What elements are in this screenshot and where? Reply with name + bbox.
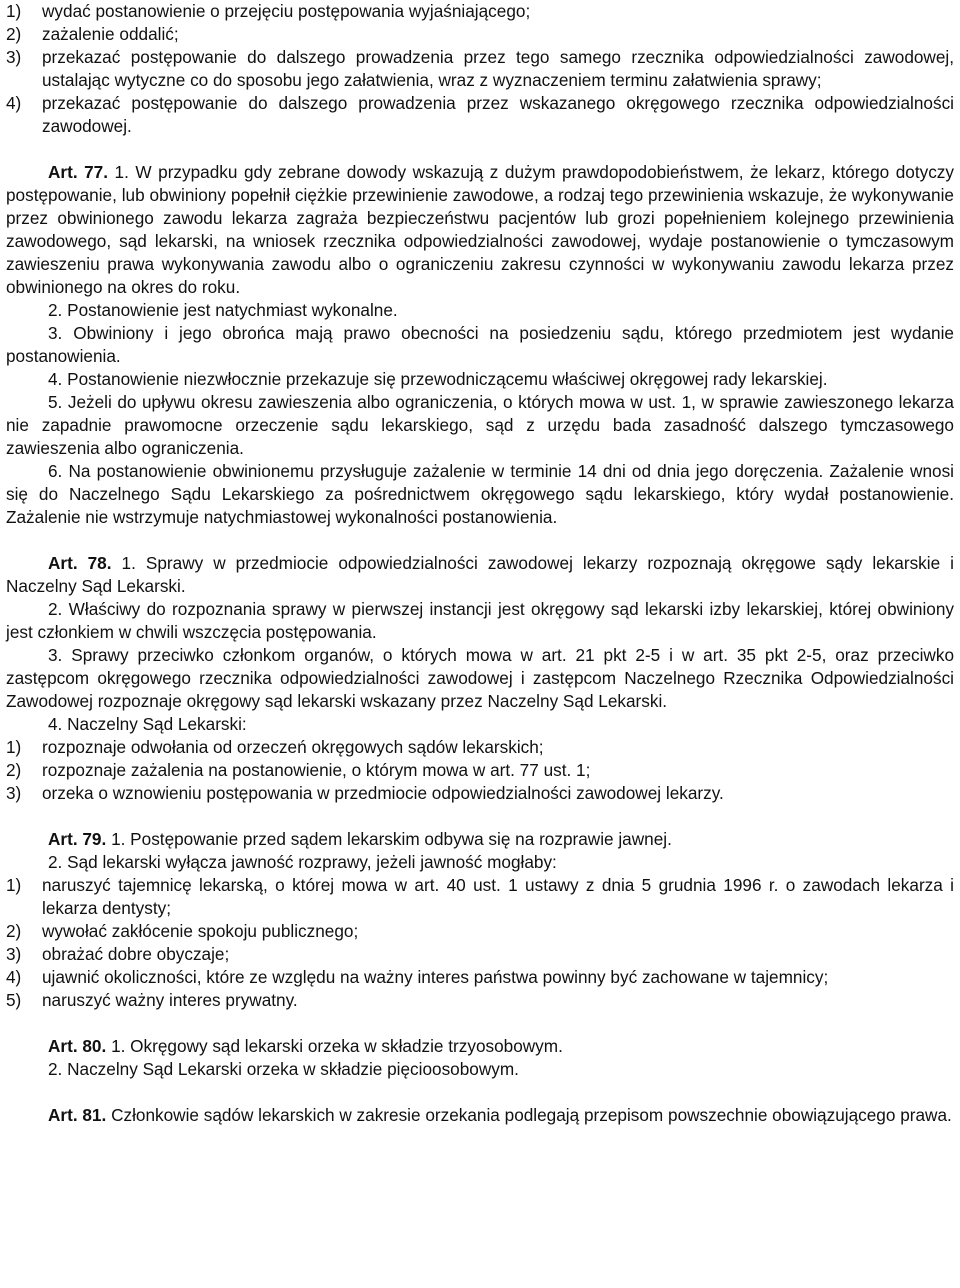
list-item: [6, 782, 954, 805]
list-item: [6, 736, 954, 759]
list-item: [6, 943, 954, 966]
article-label: Art. 80.: [48, 1036, 107, 1056]
list-item: [6, 23, 954, 46]
list-item-number: 1): [6, 1, 22, 21]
list-item: [6, 759, 954, 782]
list-item: [6, 966, 954, 989]
list-item-number: 3): [6, 47, 22, 67]
article-label: Art. 78.: [48, 553, 112, 573]
list-item-text: naruszyć ważny interes prywatny.: [42, 990, 298, 1010]
list-item-number: 4): [6, 967, 22, 987]
art-78-paragraph-3: 3. Sprawy przeciwko członkom organów, o których mowa w art. 21 pkt 2-5 i w art. 35 pkt 2-5, oraz przeciwko zastępcom okręgowego rzecznika odpowiedzialności zawodowej i zastępcom Naczelnego Rzecznika Odpowiedzialności Zawodowej rozpoznaje okręgowy sąd lekarski wskazany przez Naczelny Sąd Lekarski.: [6, 645, 954, 711]
art-77-paragraph-6: 6. Na postanowienie obwinionemu przysługuje zażalenie w terminie 14 dni od dnia jego doręczenia. Zażalenie wnosi się do Naczelnego Sądu Lekarskiego za pośrednictwem okręgowego sądu lekarskiego, który wydał postanowienie. Zażalenie nie wstrzymuje natychmiastowej wykonalności postanowienia.: [6, 461, 954, 527]
list-item-number: 5): [6, 990, 22, 1010]
art-81-paragraph-1: [6, 1104, 954, 1127]
list-item-number: 1): [6, 737, 22, 757]
list-item-text: wydać postanowienie o przejęciu postępowania wyjaśniającego;: [42, 1, 531, 21]
art-79-paragraph-2: 2. Sąd lekarski wyłącza jawność rozprawy, jeżeli jawność mogłaby:: [48, 852, 557, 872]
list-item-number: 3): [6, 783, 22, 803]
list-item-text: rozpoznaje odwołania od orzeczeń okręgowych sądów lekarskich;: [42, 737, 544, 757]
list-item: [6, 92, 954, 138]
list-item: [6, 46, 954, 92]
art-77-paragraph-2: 2. Postanowienie jest natychmiast wykonalne.: [48, 300, 398, 320]
list-item-number: 4): [6, 93, 22, 113]
paragraph-text: 1. Postępowanie przed sądem lekarskim odbywa się na rozprawie jawnej.: [111, 829, 672, 849]
art-80-paragraph-1: [6, 1035, 954, 1058]
art-78-paragraph-2: 2. Właściwy do rozpoznania sprawy w pierwszej instancji jest okręgowy sąd lekarski izby lekarskiej, której obwiniony jest członkiem w chwili wszczęcia postępowania.: [6, 599, 954, 642]
art-78-paragraph-4: 4. Naczelny Sąd Lekarski:: [48, 714, 247, 734]
list-item-text: wywołać zakłócenie spokoju publicznego;: [42, 921, 359, 941]
list-item: [6, 0, 954, 23]
paragraph-text: 1. Sprawy w przedmiocie odpowiedzialności zawodowej lekarzy rozpoznają okręgowe sądy lekarskie i Naczelny Sąd Lekarski.: [6, 553, 954, 596]
paragraph-text: 1. Okręgowy sąd lekarski orzeka w składzie trzyosobowym.: [111, 1036, 563, 1056]
art-78-paragraph-1: [6, 552, 954, 598]
paragraph-text: Członkowie sądów lekarskich w zakresie orzekania podlegają przepisom powszechnie obowiązującego prawa.: [111, 1105, 952, 1125]
art-77-paragraph-4: 4. Postanowienie niezwłocznie przekazuje się przewodniczącemu właściwej okręgowej rady lekarskiej.: [48, 369, 828, 389]
art-80-paragraph-2: 2. Naczelny Sąd Lekarski orzeka w składzie pięcioosobowym.: [48, 1059, 519, 1079]
list-item-number: 2): [6, 760, 22, 780]
art-77-paragraph-1: [6, 161, 954, 299]
list-item-number: 3): [6, 944, 22, 964]
list-item-text: ujawnić okoliczności, które ze względu na ważny interes państwa powinny być zachowane w tajemnicy;: [42, 967, 829, 987]
art-77-paragraph-5: 5. Jeżeli do upływu okresu zawieszenia albo ograniczenia, o których mowa w ust. 1, w sprawie zawieszonego lekarza nie zapadnie prawomocne orzeczenie sądu lekarskiego, sąd z urzędu bada zasadność dalszego tymczasowego zawieszenia albo ograniczenia.: [6, 392, 954, 458]
article-label: Art. 81.: [48, 1105, 107, 1125]
list-item-number: 1): [6, 875, 22, 895]
list-item-text: zażalenie oddalić;: [42, 24, 179, 44]
list-item-text: przekazać postępowanie do dalszego prowadzenia przez wskazanego okręgowego rzecznika odpowiedzialności zawodowej.: [42, 93, 954, 136]
list-item-text: rozpoznaje zażalenia na postanowienie, o którym mowa w art. 77 ust. 1;: [42, 760, 591, 780]
article-label: Art. 77.: [48, 162, 109, 182]
list-item-text: orzeka o wznowieniu postępowania w przedmiocie odpowiedzialności zawodowej lekarzy.: [42, 783, 724, 803]
list-item: [6, 920, 954, 943]
list-item: [6, 989, 954, 1012]
article-label: Art. 79.: [48, 829, 107, 849]
list-item-text: przekazać postępowanie do dalszego prowadzenia przez tego samego rzecznika odpowiedzialności zawodowej, ustalając wytyczne co do sposobu jego załatwienia, wraz z wyznaczeniem terminu załatwienia sprawy;: [42, 47, 954, 90]
list-item-text: naruszyć tajemnicę lekarską, o której mowa w art. 40 ust. 1 ustawy z dnia 5 grudnia 1996 r. o zawodach lekarza i lekarza dentysty;: [42, 875, 954, 918]
art-79-paragraph-1: [6, 828, 954, 851]
list-item-number: 2): [6, 24, 22, 44]
list-item-text: obrażać dobre obyczaje;: [42, 944, 230, 964]
list-item-number: 2): [6, 921, 22, 941]
art-77-paragraph-3: 3. Obwiniony i jego obrońca mają prawo obecności na posiedzeniu sądu, którego przedmiotem jest wydanie postanowienia.: [6, 323, 954, 366]
list-item: [6, 874, 954, 920]
paragraph-text: 1. W przypadku gdy zebrane dowody wskazują z dużym prawdopodobieństwem, że lekarz, którego dotyczy postępowanie, lub obwiniony popełnił ciężkie przewinienie zawodowe, a rodzaj tego przewinienia wskazuje, że wykonywanie przez obwinionego zawodu lekarza zagraża bezpieczeństwu pacjentów lub grozi popełnieniem kolejnego przewinienia zawodowego, sąd lekarski, na wniosek rzecznika odpowiedzialności zawodowej, wydaje postanowienie o tymczasowym zawieszeniu prawa wykonywania zawodu albo o ograniczeniu zakresu czynności w wykonywaniu zawodu lekarza przez obwinionego na okres do roku.: [6, 162, 954, 297]
